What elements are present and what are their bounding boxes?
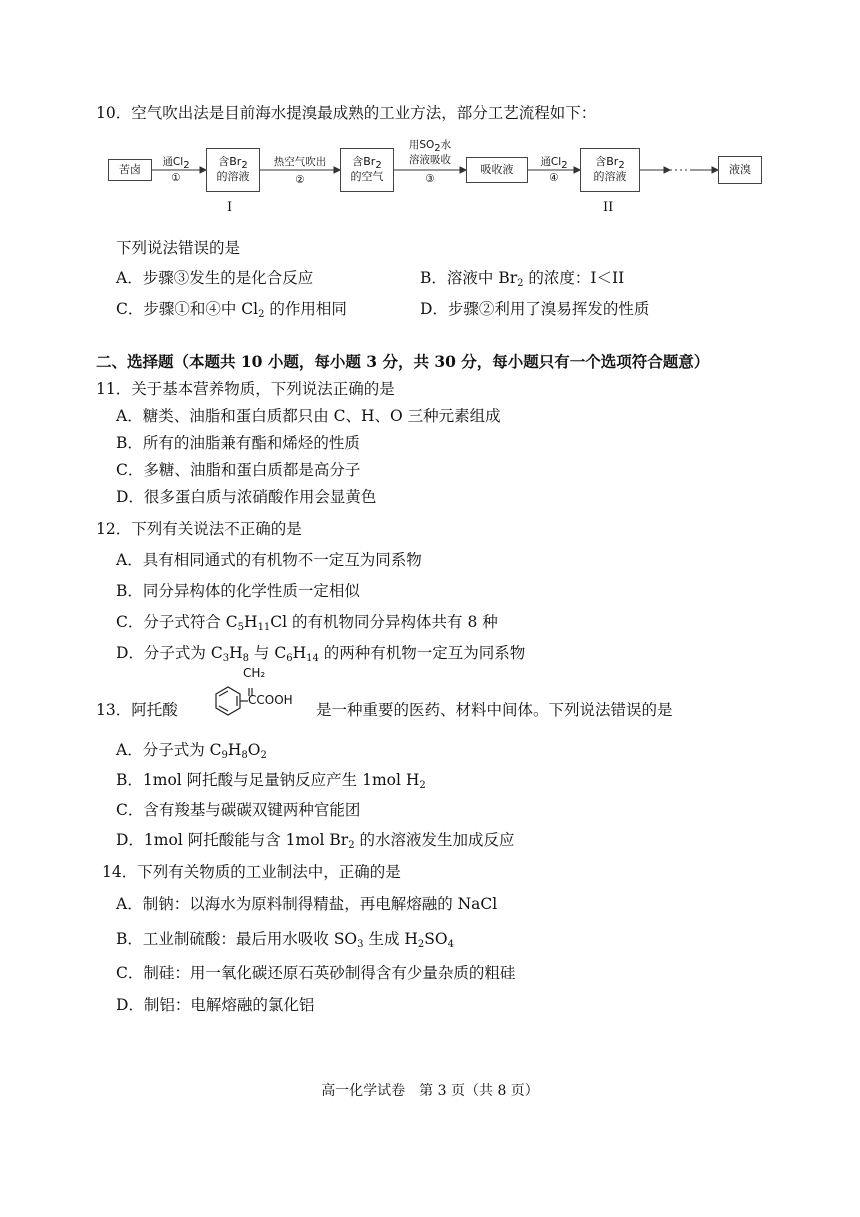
flow-step3-label-line2: 溶液吸收 — [409, 154, 451, 166]
flow-box-br2-solution-1: 含$Br_2$ 的溶液 — [206, 148, 260, 192]
atropic-acid-structure — [196, 666, 306, 728]
q14-option-d: D．制铝：电解熔融的氯化铝 — [116, 996, 315, 1014]
q13-option-d: D．1mol 阿托酸能与含 1mol $Br_2$ 的水溶液发生加成反应 — [116, 831, 515, 851]
page-footer: 高一化学试卷 第 3 页（共 8 页） — [321, 1083, 539, 1099]
q11-option-b: B．所有的油脂兼有酯和烯烃的性质 — [116, 434, 360, 452]
flow-step3-label-line1: 用$SO_2$水 — [408, 139, 452, 154]
q11-option-d: D．很多蛋白质与浓硝酸作用会显黄色 — [116, 488, 377, 506]
q12-option-a: A．具有相同通式的有机物不一定互为同系物 — [116, 551, 422, 569]
q10-option-a: A．步骤③发生的是化合反应 — [116, 269, 314, 287]
q13-stem-end: 是一种重要的医药、材料中间体。下列说法错误的是 — [316, 701, 673, 719]
flow-mark-I: I — [227, 200, 233, 215]
q12-option-c: C．分子式符合 $C_5H_{11}Cl$ 的有机物同分异构体共有 8 种 — [116, 613, 498, 633]
flow-box-absorbent: 吸收液 — [466, 157, 528, 183]
q12-option-d: D．分子式为 $C_3H_8$ 与 $C_6H_{14}$ 的两种有机物一定互为同系物 — [116, 644, 526, 664]
flow-step3-number: ③ — [425, 173, 435, 185]
flow-mark-II: II — [603, 200, 614, 215]
flow-step4-number: ④ — [549, 172, 559, 184]
q14-option-a: A．制钠：以海水为原料制得精盐，再电解熔融的 NaCl — [116, 895, 498, 913]
q12-stem: 12．下列有关说法不正确的是 — [96, 520, 302, 538]
flow-step2-label: 热空气吹出 — [273, 156, 327, 168]
q10-option-d: D．步骤②利用了溴易挥发的性质 — [420, 300, 650, 318]
flow-box-br2-air: 含$Br_2$ 的空气 — [340, 148, 394, 192]
q11-stem: 11．关于基本营养物质，下列说法正确的是 — [96, 380, 395, 398]
q10-option-b: B．溶液中 $Br_2$ 的浓度：I＜II — [420, 269, 625, 289]
q14-option-b: B．工业制硫酸：最后用水吸收 $SO_3$ 生成 $H_2SO_4$ — [116, 930, 454, 950]
q14-stem: 14．下列有关物质的工业制法中，正确的是 — [102, 863, 401, 881]
flow-step4-label: 通$Cl_2$ — [540, 156, 568, 171]
q10-prompt: 下列说法错误的是 — [116, 239, 241, 257]
flow-step2-number: ② — [295, 174, 305, 186]
q10-stem: 10．空气吹出法是目前海水提溴最成熟的工业方法，部分工艺流程如下： — [96, 104, 597, 122]
q13-option-c: C．含有羧基与碳碳双键两种官能团 — [116, 801, 361, 819]
q13-option-a: A．分子式为 $C_9H_8O_2$ — [116, 741, 267, 761]
flow-box-kulu: 苦卤 — [108, 159, 152, 181]
flow-arrows — [0, 0, 860, 220]
q12-option-b: B．同分异构体的化学性质一定相似 — [116, 582, 360, 600]
structure-ch2-label: CH₂ — [243, 666, 266, 680]
section-2-heading: 二、选择题（本题共 10 小题，每小题 3 分，共 30 分，每小题只有一个选项符合题意） — [96, 352, 710, 371]
flow-step1-label: 通$Cl_2$ — [162, 156, 190, 171]
q11-option-c: C．多糖、油脂和蛋白质都是高分子 — [116, 461, 361, 479]
q14-option-c: C．制硅：用一氧化碳还原石英砂制得含有少量杂质的粗硅 — [116, 964, 516, 982]
flow-box-br2-solution-2: 含$Br_2$ 的溶液 — [580, 148, 640, 192]
flow-box-liquid-bromine: 液溴 — [718, 156, 762, 184]
q11-option-a: A．糖类、油脂和蛋白质都只由 C、H、O 三种元素组成 — [116, 407, 501, 425]
q10-option-c: C．步骤①和④中 $Cl_2$ 的作用相同 — [116, 300, 347, 320]
structure-ccooh-label: CCOOH — [248, 693, 293, 707]
q13-stem-start: 13．阿托酸 — [96, 701, 178, 719]
q13-option-b: B．1mol 阿托酸与足量钠反应产生 1mol $H_2$ — [116, 771, 426, 791]
flow-step1-number: ① — [171, 172, 181, 184]
